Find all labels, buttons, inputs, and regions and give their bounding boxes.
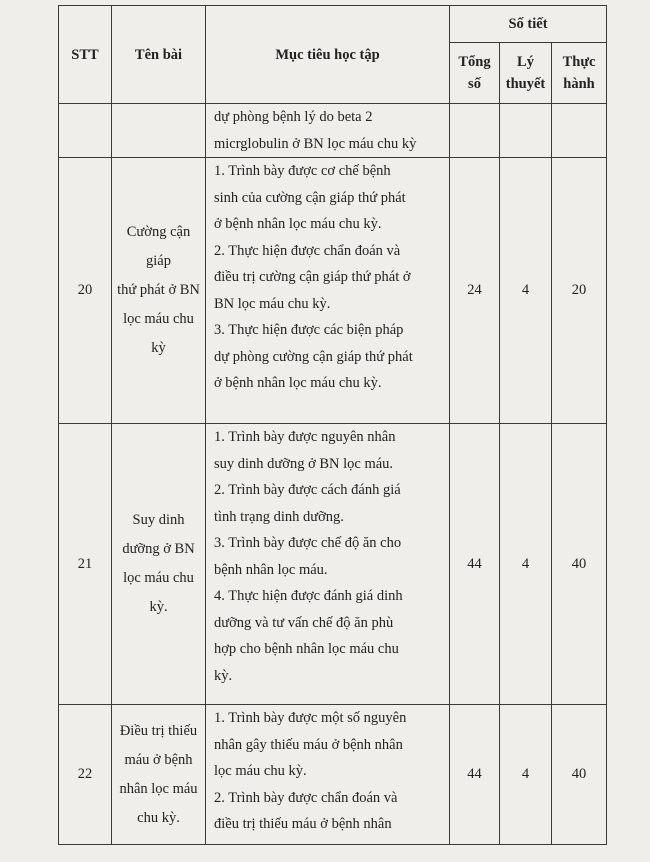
cell-muc-tieu: dự phòng bệnh lý do beta 2 micrglobulin ở BN lọc máu chu kỳ <box>206 104 450 158</box>
header-thuc-hanh: Thực hành <box>552 43 607 104</box>
header-stt: STT <box>59 6 112 104</box>
cell-stt: 21 <box>59 424 112 705</box>
cell-thuc-hanh: 40 <box>552 705 607 845</box>
cell-ly-thuyet: 4 <box>500 705 552 845</box>
header-so-tiet: Số tiết <box>450 6 607 43</box>
cell-stt: 22 <box>59 705 112 845</box>
cell-tong: 44 <box>450 705 500 845</box>
cell-muc-tieu: 1. Trình bày được nguyên nhân suy dinh dưỡng ở BN lọc máu. 2. Trình bày được cách đánh giá tình trạng dinh dưỡng. 3. Trình bày được chế độ ăn cho bệnh nhân lọc máu. 4. Thực hiện được đánh giá dinh dưỡng và tư vấn chế độ ăn phù hợp cho bệnh nhân lọc máu chu kỳ. <box>206 424 450 705</box>
cell-tong <box>450 104 500 158</box>
cell-ly-thuyet: 4 <box>500 424 552 705</box>
cell-thuc-hanh <box>552 104 607 158</box>
table-row <box>59 104 607 158</box>
cell-thuc-hanh: 40 <box>552 424 607 705</box>
cell-stt <box>59 104 112 158</box>
cell-tong: 24 <box>450 158 500 424</box>
cell-ten-bai: Điều trị thiếu máu ở bệnh nhân lọc máu chu kỳ. <box>112 705 206 845</box>
cell-ten-bai: Suy dinh dưỡng ở BN lọc máu chu kỳ. <box>112 424 206 705</box>
curriculum-table <box>58 5 607 845</box>
header-ten-bai: Tên bài <box>112 6 206 104</box>
cell-stt: 20 <box>59 158 112 424</box>
cell-ten-bai: Cường cận giáp thứ phát ở BN lọc máu chu kỳ <box>112 158 206 424</box>
table-row <box>59 158 607 424</box>
cell-thuc-hanh: 20 <box>552 158 607 424</box>
cell-tong: 44 <box>450 424 500 705</box>
cell-ten-bai <box>112 104 206 158</box>
cell-ly-thuyet <box>500 104 552 158</box>
cell-muc-tieu: 1. Trình bày được một số nguyên nhân gây thiếu máu ở bệnh nhân lọc máu chu kỳ. 2. Trình bày được chẩn đoán và điều trị thiếu máu ở bệnh nhân <box>206 705 450 845</box>
table-row <box>59 705 607 845</box>
cell-muc-tieu: 1. Trình bày được cơ chế bệnh sinh của cường cận giáp thứ phát ở bệnh nhân lọc máu chu kỳ. 2. Thực hiện được chẩn đoán và điều trị cường cận giáp thứ phát ở BN lọc máu chu kỳ. 3. Thực hiện được các biện pháp dự phòng cường cận giáp thứ phát ở bệnh nhân lọc máu chu kỳ. <box>206 158 450 424</box>
table-row <box>59 424 607 705</box>
header-row-1 <box>59 6 607 43</box>
cell-ly-thuyet: 4 <box>500 158 552 424</box>
header-muc-tieu: Mục tiêu học tập <box>206 6 450 104</box>
header-tong-so: Tổng số <box>450 43 500 104</box>
header-ly-thuyet: Lý thuyết <box>500 43 552 104</box>
